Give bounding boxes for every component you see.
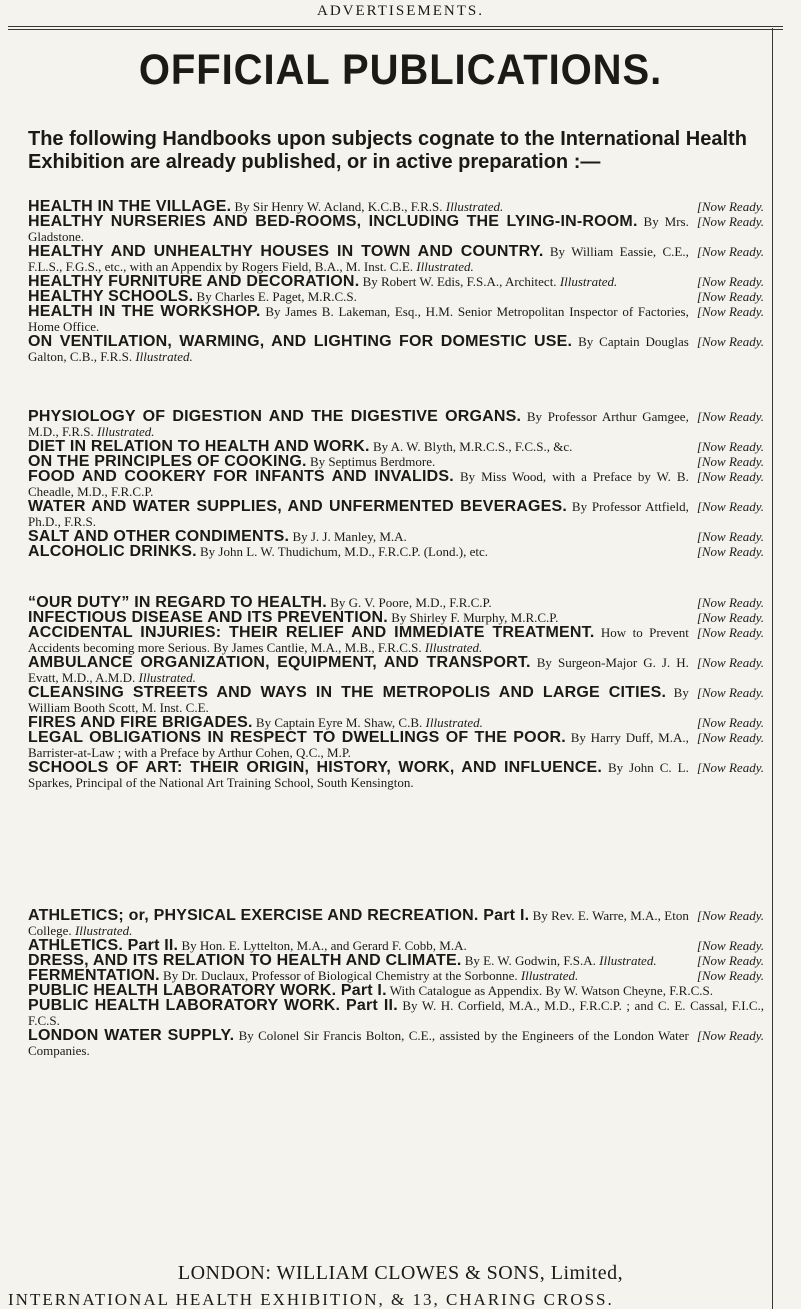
publication-status: [Now Ready. xyxy=(696,439,764,454)
publication-author: By Sir Henry W. Acland, K.C.B., F.R.S. xyxy=(234,199,443,214)
publication-author: By Professor Arthur Gamgee, M.D., F.R.S. xyxy=(28,409,689,439)
publication-status: [Now Ready. xyxy=(696,685,764,700)
publication-entry xyxy=(28,274,764,289)
publication-status: [Now Ready. xyxy=(696,938,764,953)
publication-author: By Robert W. Edis, F.S.A., Architect. xyxy=(362,274,557,289)
publication-status: [Now Ready. xyxy=(696,610,764,625)
publication-author: By Septimus Berdmore. xyxy=(309,454,436,469)
publication-status: [Now Ready. xyxy=(696,454,764,469)
header-rule xyxy=(8,26,783,27)
publisher-address: INTERNATIONAL HEALTH EXHIBITION, & 13, CHARING CROSS. xyxy=(8,1290,614,1309)
publication-entry xyxy=(28,334,764,364)
publication-author: By Rev. E. Warre, M.A., Eton College. xyxy=(28,908,689,938)
publication-entry xyxy=(28,938,764,953)
publication-title: FIRES AND FIRE BRIGADES. xyxy=(28,714,253,731)
publication-entry xyxy=(28,544,764,559)
publication-entry xyxy=(28,199,764,214)
publication-title: HEALTH IN THE VILLAGE. xyxy=(28,198,232,215)
publication-note: Illustrated. xyxy=(424,640,483,655)
publication-title: HEALTHY FURNITURE AND DECORATION. xyxy=(28,273,360,290)
publication-title: HEALTHY AND UNHEALTHY HOUSES IN TOWN AND COUNTRY. xyxy=(28,243,544,260)
publication-title: INFECTIOUS DISEASE AND ITS PREVENTION. xyxy=(28,609,388,626)
publication-entry xyxy=(28,685,764,715)
publication-entry xyxy=(28,998,764,1028)
page-title: OFFICIAL PUBLICATIONS. xyxy=(138,46,663,94)
publication-status: [Now Ready. xyxy=(696,289,764,304)
publication-entry xyxy=(28,1028,764,1058)
publication-title: PHYSIOLOGY OF DIGESTION AND THE DIGESTIVE ORGANS. xyxy=(28,408,522,425)
publication-entry xyxy=(28,625,764,655)
publication-status: [Now Ready. xyxy=(696,953,764,968)
publication-status: [Now Ready. xyxy=(696,595,764,610)
publication-status: [Now Ready. xyxy=(696,199,764,214)
publication-author: By Hon. E. Lyttelton, M.A., and Gerard F. Cobb, M.A. xyxy=(181,938,467,953)
publication-group-2 xyxy=(28,409,764,559)
publication-title: DIET IN RELATION TO HEALTH AND WORK. xyxy=(28,438,370,455)
publication-status: [Now Ready. xyxy=(696,544,764,559)
publication-note: Illustrated. xyxy=(138,670,196,685)
publication-note: Illustrated. xyxy=(559,274,618,289)
publication-status: [Now Ready. xyxy=(696,625,764,640)
publication-note: Illustrated. xyxy=(520,968,579,983)
publication-title: ON THE PRINCIPLES OF COOKING. xyxy=(28,453,307,470)
publisher-imprint: LONDON: WILLIAM CLOWES & SONS, Limited, xyxy=(177,1262,624,1284)
publication-group-1 xyxy=(28,199,764,364)
publication-status: [Now Ready. xyxy=(696,760,764,775)
publication-author: By A. W. Blyth, M.R.C.S., F.C.S., &c. xyxy=(372,439,573,454)
publication-entry xyxy=(28,529,764,544)
publication-author: By Mrs. Gladstone. xyxy=(28,214,689,244)
publication-entry xyxy=(28,214,764,244)
publication-title: ATHLETICS; or, PHYSICAL EXERCISE AND RECREATION. Part I. xyxy=(28,907,530,924)
publication-status: [Now Ready. xyxy=(696,655,764,670)
header-rule-inner xyxy=(8,29,783,30)
publication-author: By John L. W. Thudichum, M.D., F.R.C.P. (Lond.), etc. xyxy=(199,544,488,559)
publication-entry xyxy=(28,454,764,469)
publication-status: [Now Ready. xyxy=(696,715,764,730)
publication-author: By Harry Duff, M.A., Barrister-at-Law ; with a Preface by Arthur Cohen, Q.C., M.P. xyxy=(28,730,689,760)
publication-entry xyxy=(28,953,764,968)
publication-entry xyxy=(28,610,764,625)
publication-group-4 xyxy=(28,908,764,1058)
publication-entry xyxy=(28,469,764,499)
publication-title: FERMENTATION. xyxy=(28,967,160,984)
publication-author: By William Eassie, C.E., F.L.S., F.G.S., etc., with an Appendix by Rogers Field, B.A., M. Inst. C.E. xyxy=(28,244,689,274)
publication-note: Illustrated. xyxy=(416,259,474,274)
publication-entry xyxy=(28,595,764,610)
publication-status: [Now Ready. xyxy=(696,730,764,745)
publication-entry xyxy=(28,655,764,685)
publication-note: Illustrated. xyxy=(599,953,657,968)
publication-status: [Now Ready. xyxy=(696,409,764,424)
publication-title: ACCIDENTAL INJURIES: THEIR RELIEF AND IMMEDIATE TREATMENT. xyxy=(28,624,595,641)
publication-author: By E. W. Godwin, F.S.A. xyxy=(464,953,596,968)
publication-author: By Dr. Duclaux, Professor of Biological Chemistry at the Sorbonne. xyxy=(163,968,518,983)
publication-entry xyxy=(28,499,764,529)
publication-title: SALT AND OTHER CONDIMENTS. xyxy=(28,528,290,545)
publication-note: Illustrated. xyxy=(135,349,193,364)
publication-status: [Now Ready. xyxy=(696,274,764,289)
publication-entry xyxy=(28,730,764,760)
publication-entry xyxy=(28,715,764,730)
publication-note: Illustrated. xyxy=(425,715,483,730)
publication-entry xyxy=(28,908,764,938)
publication-status: [Now Ready. xyxy=(696,244,764,259)
publication-note: Illustrated. xyxy=(445,199,504,214)
publication-status: [Now Ready. xyxy=(696,334,764,349)
publication-author: By Miss Wood, with a Preface by W. B. Cheadle, M.D., F.R.C.P. xyxy=(28,469,689,499)
publication-status: [Now Ready. xyxy=(696,304,764,319)
publication-entry xyxy=(28,409,764,439)
publication-title: LONDON WATER SUPPLY. xyxy=(28,1027,235,1044)
publication-author: By Professor Attfield, Ph.D., F.R.S. xyxy=(28,499,689,529)
publication-title: ON VENTILATION, WARMING, AND LIGHTING FOR DOMESTIC USE. xyxy=(28,333,573,350)
publication-note: Illustrated. xyxy=(74,923,133,938)
publication-status: [Now Ready. xyxy=(696,499,764,514)
publication-author: By Charles E. Paget, M.R.C.S. xyxy=(196,289,357,304)
publication-status: [Now Ready. xyxy=(696,908,764,923)
publication-entry xyxy=(28,439,764,454)
publication-title: ATHLETICS. Part II. xyxy=(28,937,179,954)
publication-entry xyxy=(28,983,764,998)
publication-status: [Now Ready. xyxy=(696,469,764,484)
publication-group-3 xyxy=(28,595,764,790)
publication-status: [Now Ready. xyxy=(696,214,764,229)
publication-author: By Captain Douglas Galton, C.B., F.R.S. xyxy=(28,334,689,364)
page-header: ADVERTISEMENTS. xyxy=(316,3,484,19)
publication-title: WATER AND WATER SUPPLIES, AND UNFERMENTED BEVERAGES. xyxy=(28,498,568,515)
publication-author: By John C. L. Sparkes, Principal of the National Art Training School, South Kensington. xyxy=(28,760,689,790)
publication-author: By G. V. Poore, M.D., F.R.C.P. xyxy=(330,595,492,610)
publication-title: DRESS, AND ITS RELATION TO HEALTH AND CLIMATE. xyxy=(28,952,462,969)
publication-entry xyxy=(28,289,764,304)
publication-title: PUBLIC HEALTH LABORATORY WORK. Part I. xyxy=(28,982,387,999)
publication-title: “OUR DUTY” IN REGARD TO HEALTH. xyxy=(28,594,327,611)
page-border xyxy=(772,28,773,1309)
publication-author: By William Booth Scott, M. Inst. C.E. xyxy=(28,685,689,715)
publication-title: ALCOHOLIC DRINKS. xyxy=(28,543,197,560)
publication-author: By Shirley F. Murphy, M.R.C.P. xyxy=(391,610,559,625)
publication-status: [Now Ready. xyxy=(696,968,764,983)
publication-entry xyxy=(28,760,764,790)
intro-paragraph: The following Handbooks upon subjects cognate to the International Health Exhibition are already published, or in active preparation :— xyxy=(28,128,747,173)
publication-entry xyxy=(28,304,764,334)
publication-title: SCHOOLS OF ART: THEIR ORIGIN, HISTORY, WORK, AND INFLUENCE. xyxy=(28,759,602,776)
publication-entry xyxy=(28,968,764,983)
publication-title: CLEANSING STREETS AND WAYS IN THE METROPOLIS AND LARGE CITIES. xyxy=(28,684,667,701)
publication-title: AMBULANCE ORGANIZATION, EQUIPMENT, AND TRANSPORT. xyxy=(28,654,531,671)
publication-entry xyxy=(28,244,764,274)
publication-status: [Now Ready. xyxy=(696,529,764,544)
publication-status: [Now Ready. xyxy=(696,1028,764,1043)
publication-author: By Captain Eyre M. Shaw, C.B. xyxy=(255,715,423,730)
publication-author: By Colonel Sir Francis Bolton, C.E., assisted by the Engineers of the London Water Companies. xyxy=(28,1028,689,1058)
publication-title: HEALTHY NURSERIES AND BED-ROOMS, INCLUDING THE LYING-IN-ROOM. xyxy=(28,213,638,230)
publication-title: HEALTHY SCHOOLS. xyxy=(28,288,194,305)
publication-author: By James B. Lakeman, Esq., H.M. Senior Metropolitan Inspector of Factories, Home Office. xyxy=(28,304,689,334)
publication-title: HEALTH IN THE WORKSHOP. xyxy=(28,303,261,320)
publication-author: How to Prevent Accidents becoming more Serious. By James Cantlie, M.A., M.B., F.R.C.S. xyxy=(28,625,689,655)
publication-note: Illustrated. xyxy=(97,424,155,439)
publication-author: By J. J. Manley, M.A. xyxy=(292,529,407,544)
publication-author: With Catalogue as Appendix. By W. Watson Cheyne, F.R.C.S. xyxy=(389,983,713,998)
publication-title: LEGAL OBLIGATIONS IN RESPECT TO DWELLINGS OF THE POOR. xyxy=(28,729,566,746)
publication-title: FOOD AND COOKERY FOR INFANTS AND INVALIDS. xyxy=(28,468,454,485)
publication-title: PUBLIC HEALTH LABORATORY WORK. Part II. xyxy=(28,997,398,1014)
publication-author: By Surgeon-Major G. J. H. Evatt, M.D., A.M.D. xyxy=(28,655,689,685)
publication-author: By W. H. Corfield, M.A., M.D., F.R.C.P. ; and C. E. Cassal, F.I.C., F.C.S. xyxy=(28,998,764,1028)
